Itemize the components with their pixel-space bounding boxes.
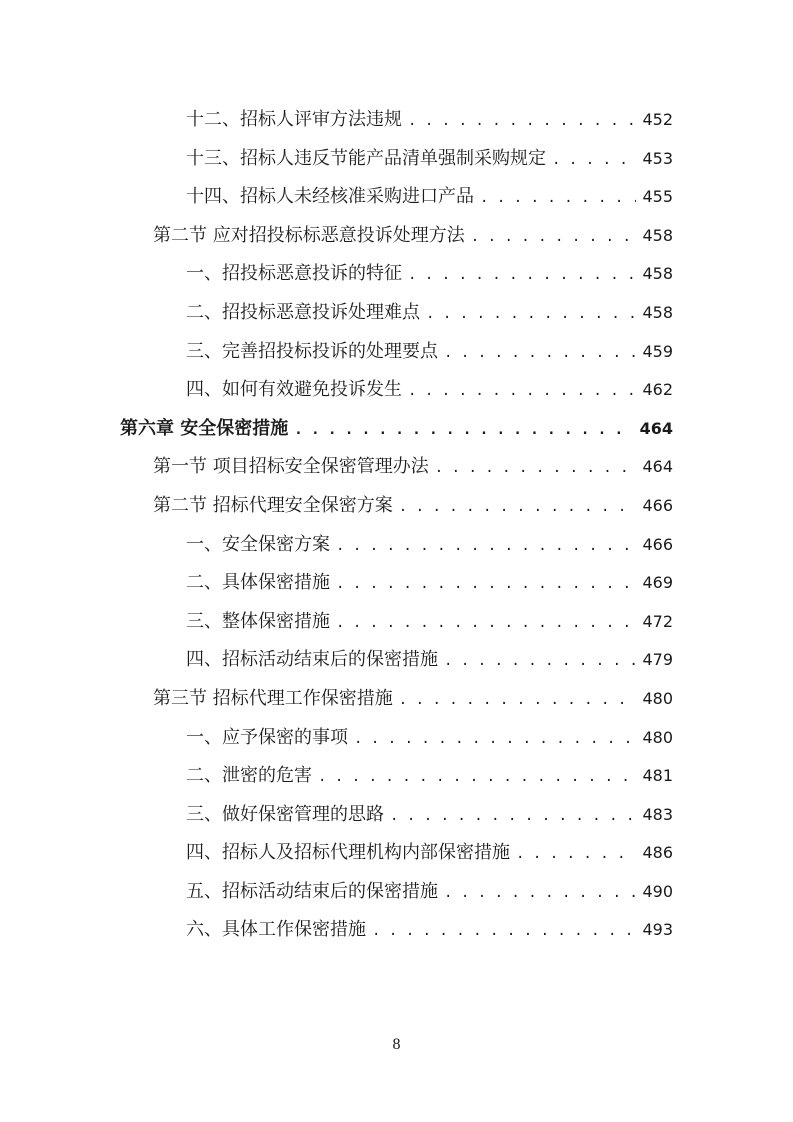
toc-entry[interactable]	[0, 333, 793, 372]
table-of-contents	[0, 101, 793, 950]
toc-entry[interactable]	[0, 448, 793, 487]
toc-entry-title: 二、泄密的危害	[186, 765, 312, 787]
toc-entry-page: 481	[642, 766, 673, 786]
toc-entry-page: 472	[642, 611, 673, 631]
toc-entry-title: 三、做好保密管理的思路	[186, 803, 384, 825]
toc-entry[interactable]	[0, 371, 793, 410]
dot-leader	[294, 411, 633, 450]
dot-leader	[354, 720, 636, 759]
toc-entry-page: 469	[642, 573, 673, 593]
toc-entry-page: 493	[642, 920, 673, 940]
dot-leader	[399, 488, 637, 527]
toc-entry-title: 四、招标活动结束后的保密措施	[186, 649, 438, 671]
toc-entry[interactable]	[0, 101, 793, 140]
toc-entry[interactable]	[0, 911, 793, 950]
toc-entry[interactable]	[0, 834, 793, 873]
toc-entry-page: 464	[642, 457, 673, 477]
toc-entry[interactable]	[0, 796, 793, 835]
toc-entry-title: 十二、招标人评审方法违规	[186, 109, 402, 130]
toc-entry-title: 四、如何有效避免投诉发生	[186, 379, 402, 401]
toc-entry-page: 458	[642, 264, 673, 284]
toc-entry-title: 三、完善招投标投诉的处理要点	[186, 340, 438, 362]
toc-entry[interactable]	[0, 526, 793, 565]
toc-entry-page: 490	[642, 881, 673, 901]
toc-entry-title: 二、招投标恶意投诉处理难点	[186, 301, 420, 323]
dot-leader	[516, 835, 636, 874]
toc-entry-page: 464	[639, 418, 673, 438]
toc-entry-title: 第三节 招标代理工作保密措施	[153, 687, 393, 709]
dot-leader	[336, 565, 636, 604]
toc-entry-title: 五、招标活动结束后的保密措施	[186, 880, 438, 902]
toc-entry[interactable]	[0, 603, 793, 642]
toc-entry-page: 466	[642, 495, 673, 515]
dot-leader	[444, 642, 636, 681]
toc-entry-title: 第二节 招标代理安全保密方案	[153, 494, 393, 516]
toc-entry-title: 一、安全保密方案	[186, 533, 330, 555]
toc-entry-page: 480	[642, 727, 673, 747]
toc-entry-title: 三、整体保密措施	[186, 610, 330, 632]
toc-entry-page: 480	[642, 688, 673, 708]
toc-entry-page: 452	[642, 110, 673, 129]
toc-entry[interactable]	[0, 140, 793, 179]
toc-entry-chapter[interactable]	[0, 410, 793, 449]
toc-entry-title: 一、应予保密的事项	[186, 726, 348, 748]
toc-entry-title: 二、具体保密措施	[186, 572, 330, 594]
dot-leader	[390, 797, 636, 836]
toc-entry-page: 453	[642, 148, 673, 168]
toc-entry-page: 479	[642, 650, 673, 670]
toc-entry-title: 第一节 项目招标安全保密管理办法	[153, 456, 429, 478]
dot-leader	[444, 874, 636, 913]
dot-leader	[552, 141, 636, 180]
toc-entry-page: 458	[642, 302, 673, 322]
toc-entry-page: 459	[642, 341, 673, 361]
toc-entry[interactable]	[0, 294, 793, 333]
toc-entry[interactable]	[0, 757, 793, 796]
toc-entry[interactable]	[0, 564, 793, 603]
dot-leader	[480, 179, 636, 218]
toc-entry[interactable]	[0, 680, 793, 719]
toc-entry[interactable]	[0, 873, 793, 912]
toc-entry-title: 六、具体工作保密措施	[186, 919, 366, 941]
dot-leader	[408, 102, 636, 141]
toc-entry[interactable]	[0, 719, 793, 758]
dot-leader	[471, 218, 637, 257]
toc-entry-title: 四、招标人及招标代理机构内部保密措施	[186, 842, 510, 864]
toc-entry[interactable]	[0, 487, 793, 526]
dot-leader	[408, 256, 636, 295]
toc-entry[interactable]	[0, 217, 793, 256]
toc-entry[interactable]	[0, 255, 793, 294]
toc-entry-title: 十三、招标人违反节能产品清单强制采购规定	[186, 147, 546, 169]
dot-leader	[444, 334, 636, 373]
dot-leader	[435, 449, 637, 488]
toc-entry[interactable]	[0, 178, 793, 217]
toc-entry-title: 第六章 安全保密措施	[120, 417, 289, 439]
toc-entry-title: 一、招投标恶意投诉的特征	[186, 263, 402, 285]
dot-leader	[408, 372, 636, 411]
dot-leader	[336, 527, 636, 566]
toc-entry-page: 483	[642, 804, 673, 824]
toc-entry-title: 十四、招标人未经核准采购进口产品	[186, 186, 474, 208]
toc-entry-page: 466	[642, 534, 673, 554]
page-number: 8	[392, 1036, 401, 1053]
dot-leader	[336, 604, 636, 643]
dot-leader	[399, 681, 637, 720]
toc-entry[interactable]	[0, 641, 793, 680]
dot-leader	[426, 295, 636, 334]
toc-entry-page: 486	[642, 843, 673, 863]
toc-entry-page: 462	[642, 380, 673, 400]
toc-entry-page: 455	[642, 187, 673, 207]
toc-entry-title: 第二节 应对招投标标恶意投诉处理方法	[153, 224, 465, 246]
dot-leader	[372, 912, 636, 951]
dot-leader	[318, 758, 636, 797]
toc-entry-page: 458	[642, 225, 673, 245]
